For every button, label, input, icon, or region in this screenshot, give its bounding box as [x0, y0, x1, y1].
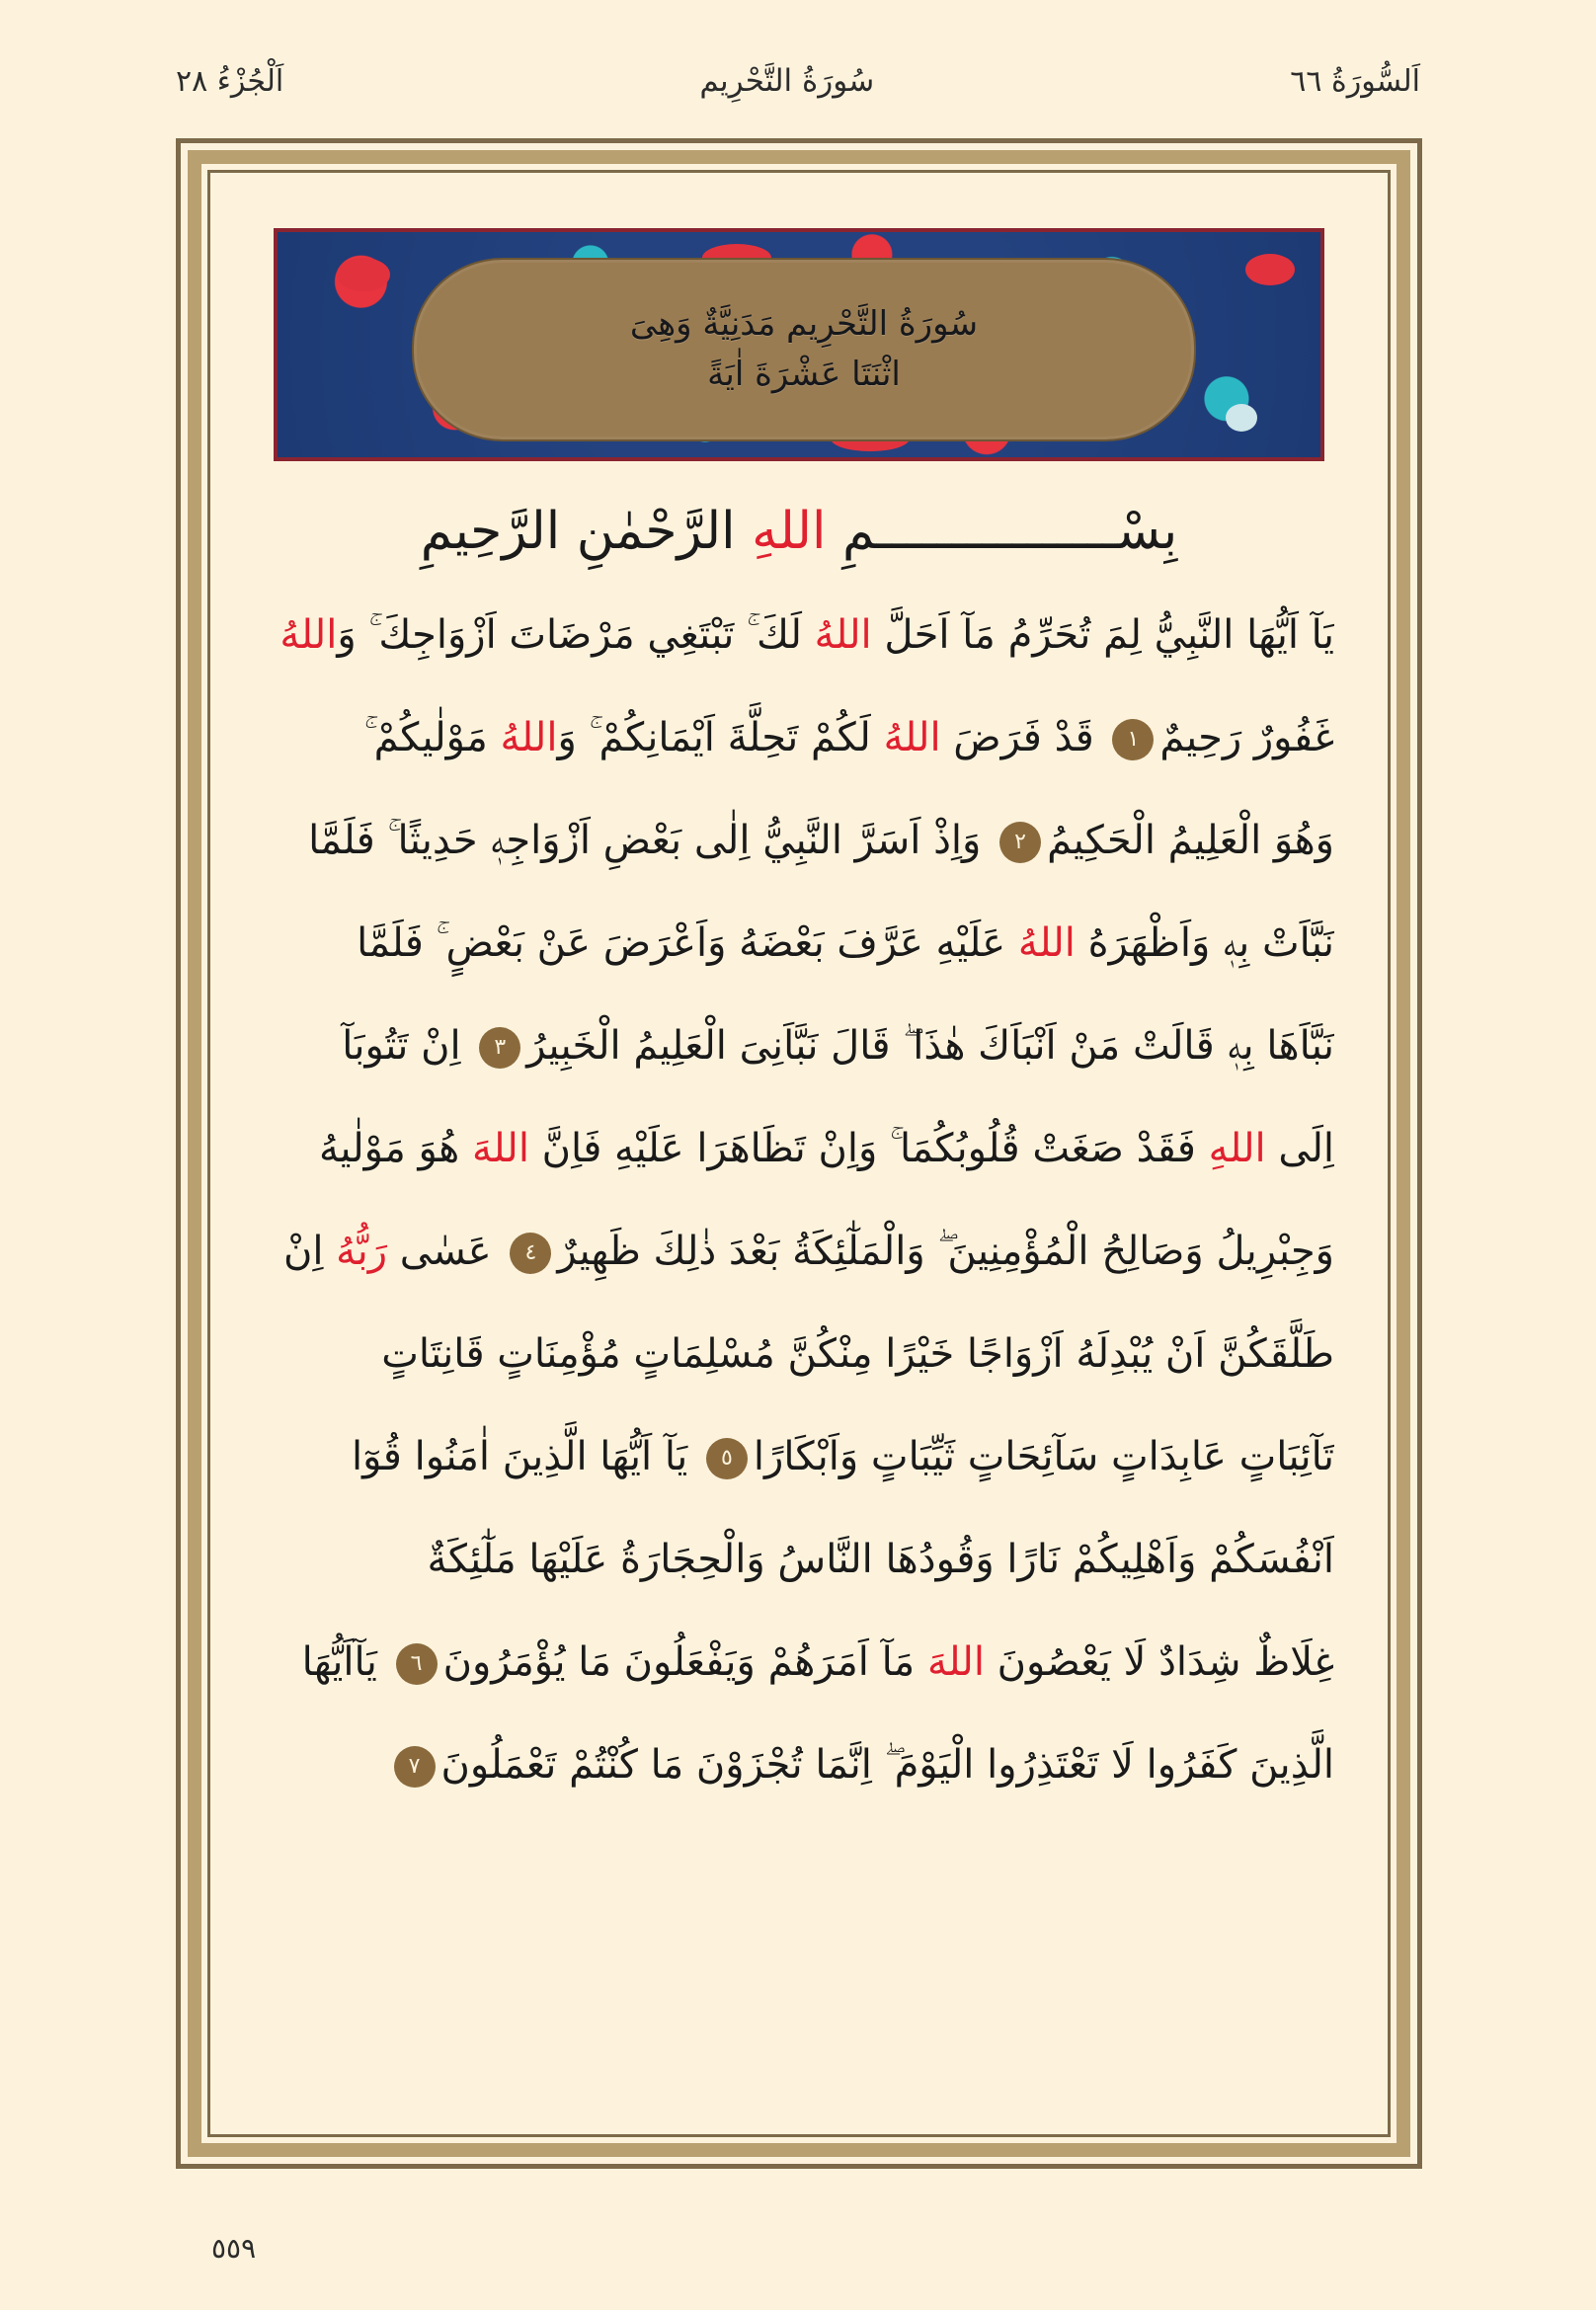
ayah-text-segment: مَوْلٰيكُمْ ۚ: [363, 715, 501, 761]
ayah-text-segment: وَهُوَ الْعَلِيمُ الْحَكِيمُ: [1047, 818, 1334, 864]
lafz-al-jalalah: اللهُ: [279, 612, 338, 659]
lafz-al-jalalah: اللهُ: [1017, 920, 1076, 967]
ayah-number-marker: ٤: [510, 1233, 551, 1274]
ayah-text-segment: يَآ اَيُّهَا النَّبِيُّ لِمَ تُحَرِّمُ مَآ اَحَلَّ: [871, 612, 1334, 659]
ayah-text-segment: يَآاَيُّهَا: [301, 1639, 390, 1686]
ayah-line-content: [283, 1228, 1334, 1275]
page-frame-inner: [207, 170, 1391, 2137]
surah-title-line-2: اثْنَتَا عَشْرَةَ اٰيَةً: [707, 355, 901, 394]
ayah-line-content: [342, 1022, 1334, 1070]
ayah-text-segment: لَكَ ۚ تَبْتَغِي مَرْضَاتَ اَزْوَاجِكَ ۚ وَ: [337, 612, 815, 659]
ayah-body: [264, 584, 1334, 1816]
ayah-line: [264, 584, 1334, 686]
ayah-text-segment: غِلَاظٌ شِدَادٌ لَا يَعْصُونَ: [984, 1639, 1334, 1686]
ayah-line: [264, 789, 1334, 892]
running-head-surah-name: سُورَةُ التَّحْرِيم: [699, 63, 875, 99]
ayah-text-segment: وَاِذْ اَسَرَّ النَّبِيُّ اِلٰى بَعْضِ اَزْوَاجِهٖ حَدِيثًا ۚ فَلَمَّا: [308, 818, 995, 864]
ayah-text-segment: عَسٰى: [387, 1229, 505, 1275]
ayah-text-segment: اِلَى: [1265, 1126, 1334, 1172]
surah-title-cartouche: [412, 258, 1196, 441]
ayah-text-segment: تَآئِبَاتٍ عَابِدَاتٍ سَآئِحَاتٍ ثَيِّبَاتٍ وَاَبْكَارًا: [753, 1434, 1334, 1480]
page-number: ٥٥٩: [211, 2232, 257, 2265]
ayah-text-segment: اَنْفُسَكُمْ وَاَهْلِيكُمْ نَارًا وَقُودُهَا النَّاسُ وَالْحِجَارَةُ عَلَيْهَا مَلٰٓئِكَةٌ: [427, 1537, 1334, 1583]
ayah-line: [264, 995, 1334, 1097]
lafz-al-jalalah: اللهَ: [471, 1126, 529, 1172]
ayah-line-content: [279, 611, 1334, 659]
ayah-line-content: [388, 1741, 1334, 1789]
ayah-line-content: [308, 817, 1334, 864]
lafz-al-jalalah: اللهُ: [814, 612, 872, 659]
ayah-text-segment: لَكُمْ تَحِلَّةَ اَيْمَانِكُمْ ۚ وَ: [557, 715, 884, 761]
surah-title-line-1: سُورَةُ التَّحْرِيم مَدَنِيَّةٌ وَهِىَ: [629, 304, 979, 344]
ayah-line-content: [357, 919, 1334, 967]
ayah-text-segment: طَلَّقَكُنَّ اَنْ يُبْدِلَهُ اَزْوَاجًا خَيْرًا مِنْكُنَّ مُسْلِمَاتٍ مُؤْمِنَاتٍ قَانِتَاتٍ: [381, 1331, 1334, 1378]
ayah-line: [264, 1611, 1334, 1713]
lafz-al-jalalah: اللهُ: [883, 715, 941, 761]
ayah-text-segment: الَّذِينَ كَفَرُوا لَا تَعْتَذِرُوا الْيَوْمَ ۖ اِنَّمَا تُجْزَوْنَ مَا كُنْتُمْ تَعْمَلُونَ: [440, 1742, 1334, 1789]
lafz-al-jalalah: رَبُّهُ: [336, 1229, 388, 1275]
basmala: [266, 497, 1332, 566]
ayah-line: [264, 1097, 1334, 1200]
ayah-text-segment: اِنْ تَتُوبَآ: [342, 1023, 474, 1070]
ayah-text-segment: يَآ اَيُّهَا الَّذِينَ اٰمَنُوا قُوٓا: [351, 1434, 700, 1480]
ayah-line-content: [381, 1330, 1334, 1378]
ayah-text-segment: غَفُورٌ رَحِيمٌ: [1159, 715, 1334, 761]
ayah-text-segment: نَبَّاَتْ بِهٖ وَاَظْهَرَهُ: [1075, 920, 1334, 967]
ayah-text-segment: اِنْ: [282, 1229, 337, 1275]
lafz-al-jalalah: اللهَ: [926, 1639, 985, 1686]
lafz-al-jalalah: اللهُ: [500, 715, 558, 761]
running-head-surah-number: اَلسُّورَةُ ٦٦: [1290, 63, 1420, 99]
ornament-petal-icon: [337, 258, 390, 291]
ayah-number-marker: ٦: [396, 1643, 438, 1685]
ayah-line: [264, 1508, 1334, 1611]
ayah-text-segment: نَبَّاَهَا بِهٖ قَالَتْ مَنْ اَنْبَاَكَ هٰذَا ۖ قَالَ نَبَّاَنِىَ الْعَلِيمُ الْخَبِيرُ: [526, 1023, 1334, 1070]
running-head: [176, 51, 1420, 111]
ayah-text-segment: هُوَ مَوْلٰيهُ: [318, 1126, 472, 1172]
ayah-text-segment: قَدْ فَرَضَ: [940, 715, 1107, 761]
surah-header-ornament: [274, 228, 1324, 461]
ayah-number-marker: ٣: [479, 1027, 520, 1069]
ayah-line: [264, 1713, 1334, 1816]
basmala-part-1: بِسْــــــــــــــــمِ: [841, 502, 1178, 561]
ayah-number-marker: ١: [1112, 719, 1154, 760]
lafz-al-jalalah: اللهِ: [1208, 1126, 1266, 1172]
running-head-juz: اَلْجُزْءُ ٢٨: [176, 63, 284, 99]
ayah-line: [264, 892, 1334, 995]
ayah-text-segment: عَلَيْهِ عَرَّفَ بَعْضَهُ وَاَعْرَضَ عَنْ بَعْضٍ ۚ فَلَمَّا: [357, 920, 1018, 967]
ayah-line: [264, 1405, 1334, 1508]
ayah-line-content: [352, 1433, 1334, 1480]
page-frame-middle: [188, 150, 1410, 2157]
ayah-line: [264, 1303, 1334, 1405]
ayah-line: [264, 686, 1334, 789]
basmala-lafz-allah: اللهِ: [752, 502, 827, 561]
ayah-text-segment: مَآ اَمَرَهُمْ وَيَفْعَلُونَ مَا يُؤْمَرُونَ: [442, 1639, 927, 1686]
ayah-line-content: [427, 1536, 1334, 1583]
page-frame-outer: [176, 138, 1422, 2169]
ayah-text-segment: وَجِبْرِيلُ وَصَالِحُ الْمُؤْمِنِينَ ۖ وَالْمَلٰٓئِكَةُ بَعْدَ ذٰلِكَ ظَهِيرٌ: [557, 1229, 1334, 1275]
ornament-petal-icon: [1226, 404, 1257, 432]
ayah-line-content: [302, 1638, 1334, 1686]
ayah-text-segment: فَقَدْ صَغَتْ قُلُوبُكُمَا ۚ وَاِنْ تَظَاهَرَا عَلَيْهِ فَاِنَّ: [528, 1126, 1209, 1172]
ayah-line-content: [364, 714, 1334, 761]
ornament-petal-icon: [1245, 254, 1295, 285]
ayah-number-marker: ٥: [706, 1438, 748, 1479]
ayah-line-content: [319, 1125, 1334, 1172]
basmala-part-2: الرَّحْمٰنِ الرَّحِيمِ: [420, 502, 736, 561]
ayah-number-marker: ٧: [394, 1746, 436, 1788]
ayah-number-marker: ٢: [999, 822, 1041, 863]
ayah-line: [264, 1200, 1334, 1303]
